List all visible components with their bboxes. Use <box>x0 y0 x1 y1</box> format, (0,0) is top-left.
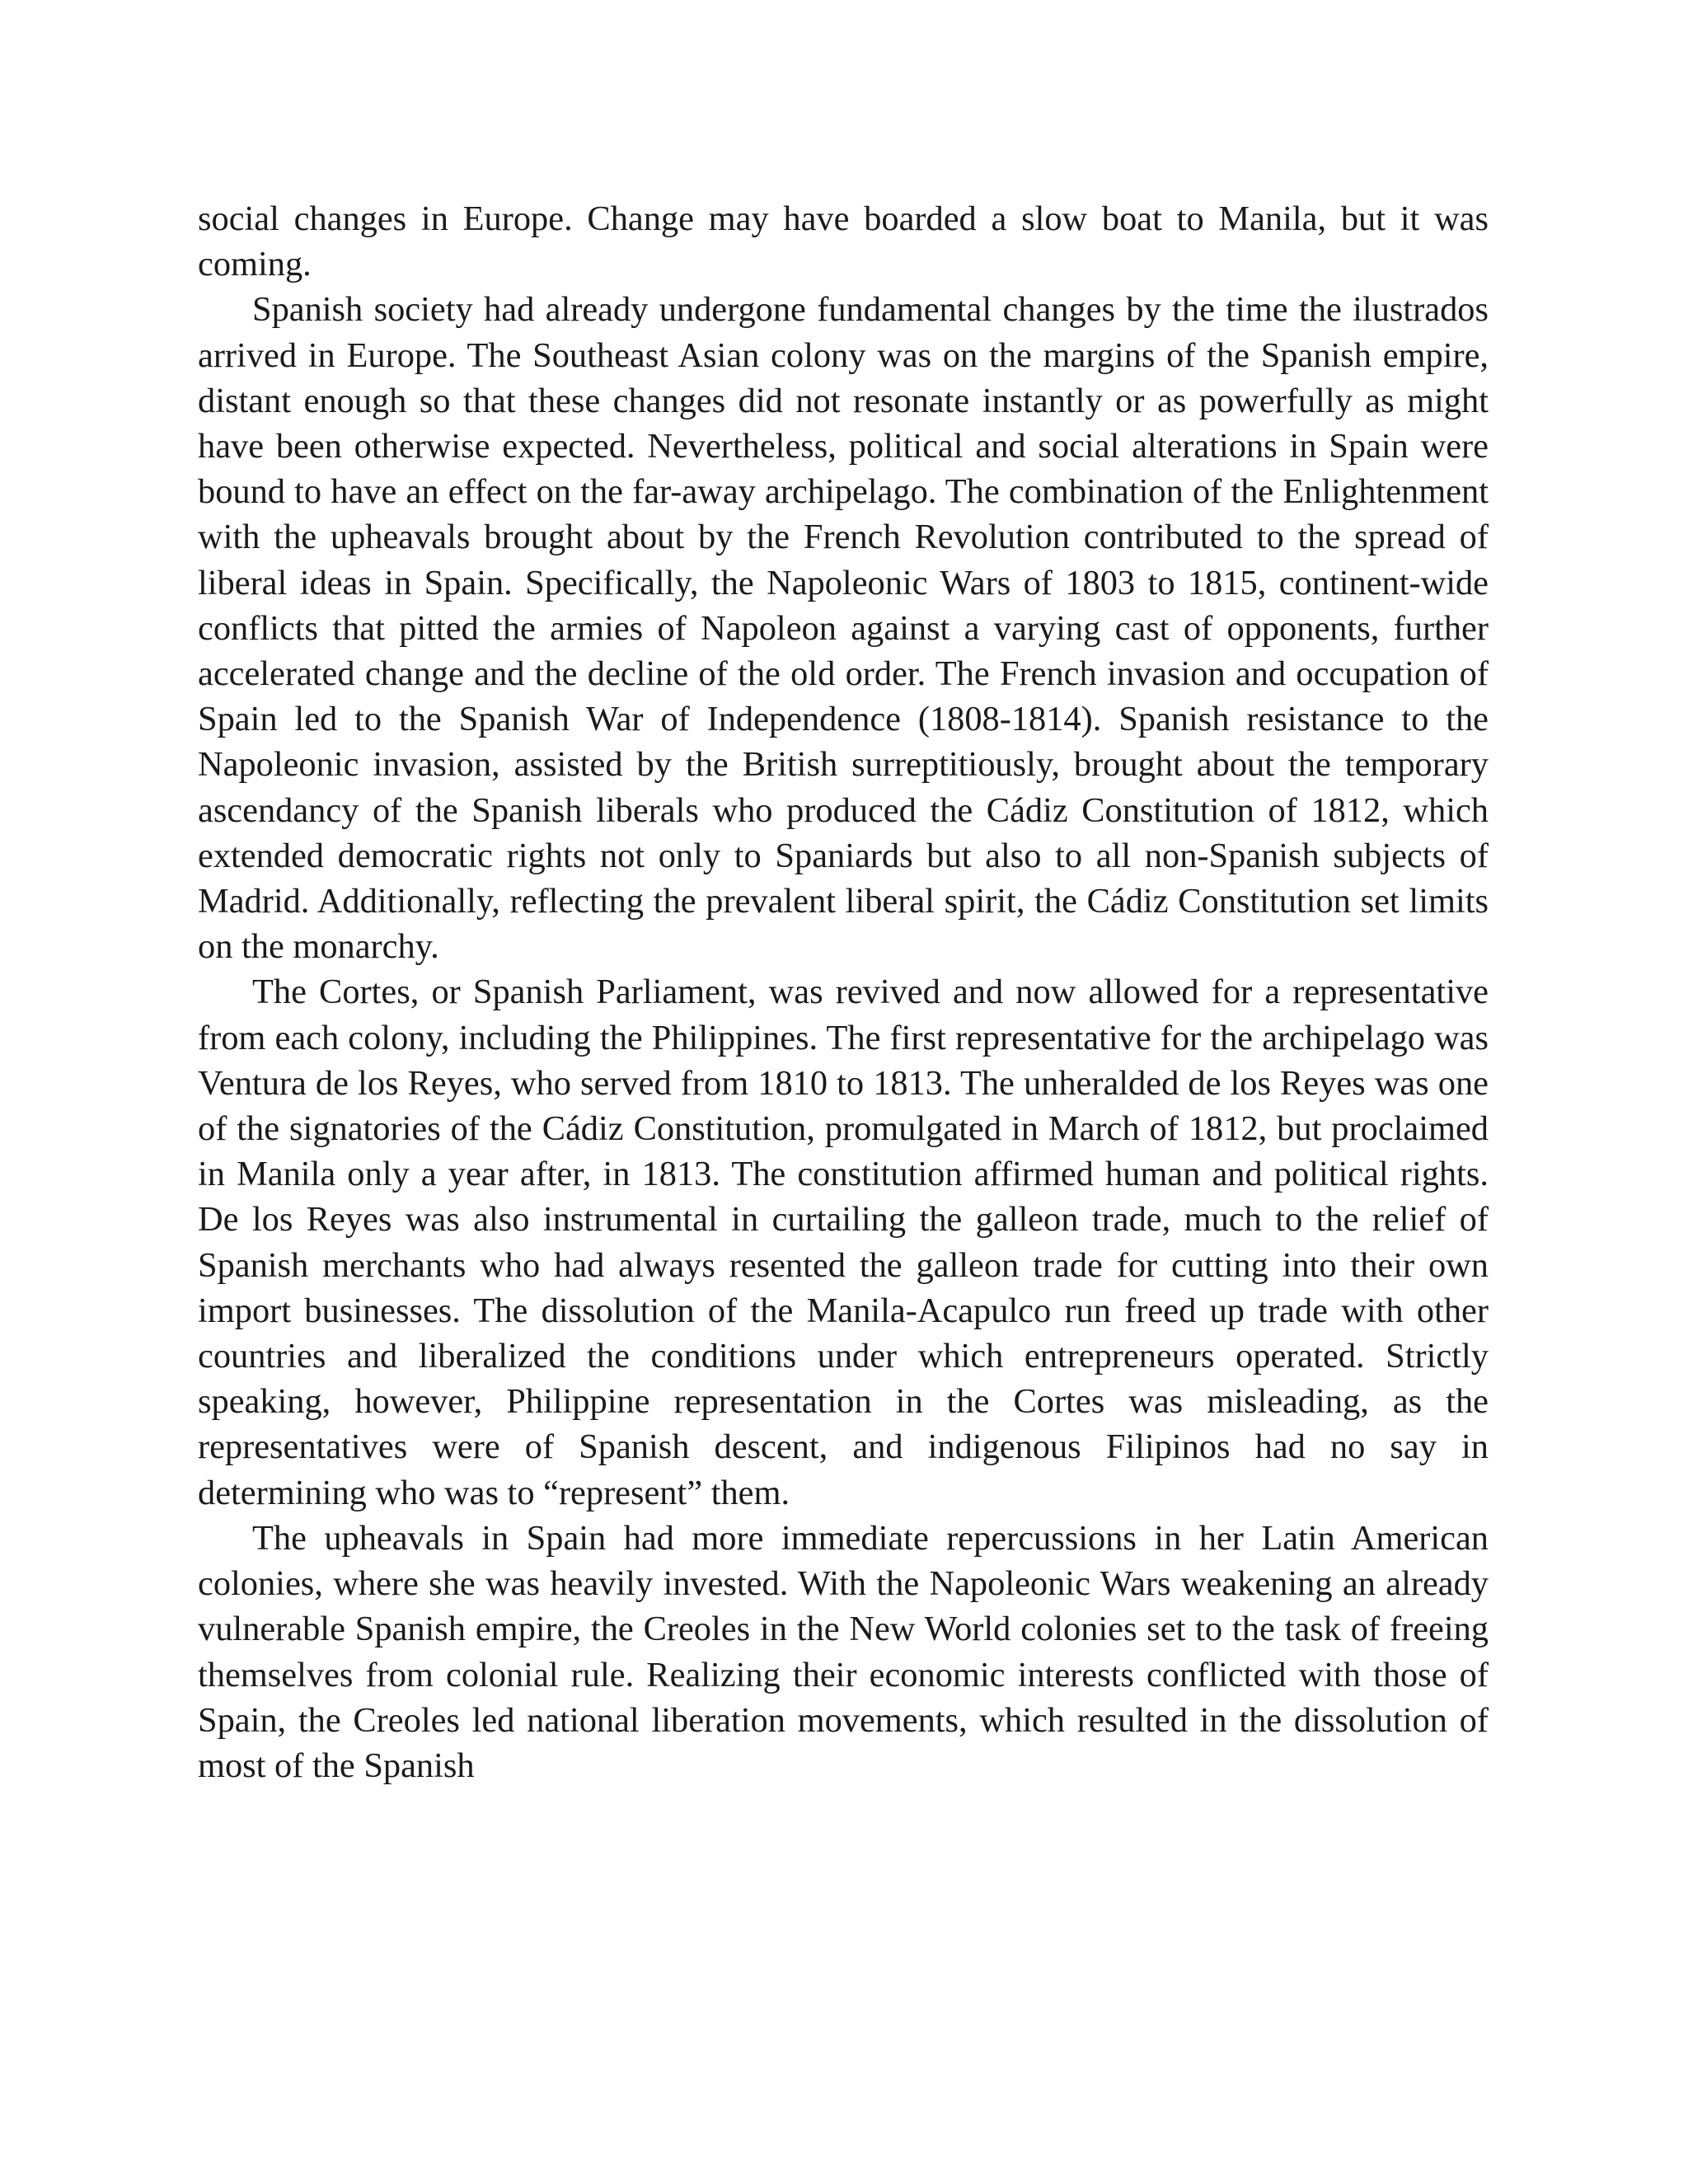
paragraph: The Cortes, or Spanish Parliament, was revived and now allowed for a representative from each colony, including the Philippines. The first representative for the archipelago was Ventura de los Reyes, who served from 1810 to 1813. The unheralded de los Reyes was one of the signatories of the Cádiz Constitution, promulgated in March of 1812, but proclaimed in Manila only a year after, in 1813. The constitution affirmed human and political rights. De los Reyes was also instrumental in curtailing the galleon trade, much to the relief of Spanish merchants who had always resented the galleon trade for cutting into their own import businesses. The dissolution of the Manila-Acapulco run freed up trade with other countries and liberalized the conditions under which entrepreneurs operated. Strictly speaking, however, Philippine representation in the Cortes was misleading, as the representatives were of Spanish descent, and indigenous Filipinos had no say in determining who was to “represent” them. <box>198 972 1489 1512</box>
page-body <box>198 196 1489 1788</box>
paragraph-continued: social changes in Europe. Change may have boarded a slow boat to Manila, but it was coming. <box>198 199 1489 284</box>
paragraph: The upheavals in Spain had more immediate repercussions in her Latin American colonies, where she was heavily invested. With the Napoleonic Wars weakening an already vulnerable Spanish empire, the Creoles in the New World colonies set to the task of freeing themselves from colonial rule. Realizing their economic interests conflicted with those of Spain, the Creoles led national liberation movements, which resulted in the dissolution of most of the Spanish <box>198 1518 1489 1785</box>
paragraph: Spanish society had already undergone fundamental changes by the time the ilustrados arrived in Europe. The Southeast Asian colony was on the margins of the Spanish empire, distant enough so that these changes did not resonate instantly or as powerfully as might have been otherwise expected. Nevertheless, political and social alterations in Spain were bound to have an effect on the far-away archipelago. The combination of the Enlightenment with the upheavals brought about by the French Revolution contributed to the spread of liberal ideas in Spain. Specifically, the Napoleonic Wars of 1803 to 1815, continent-wide conflicts that pitted the armies of Napoleon against a varying cast of opponents, further accelerated change and the decline of the old order. The French invasion and occupation of Spain led to the Spanish War of Independence (1808-1814). Spanish resistance to the Napoleonic invasion, assisted by the British surreptitiously, brought about the temporary ascendancy of the Spanish liberals who produced the Cádiz Constitution of 1812, which extended democratic rights not only to Spaniards but also to all non-Spanish subjects of Madrid. Additionally, reflecting the prevalent liberal spirit, the Cádiz Constitution set limits on the monarchy. <box>198 290 1489 967</box>
